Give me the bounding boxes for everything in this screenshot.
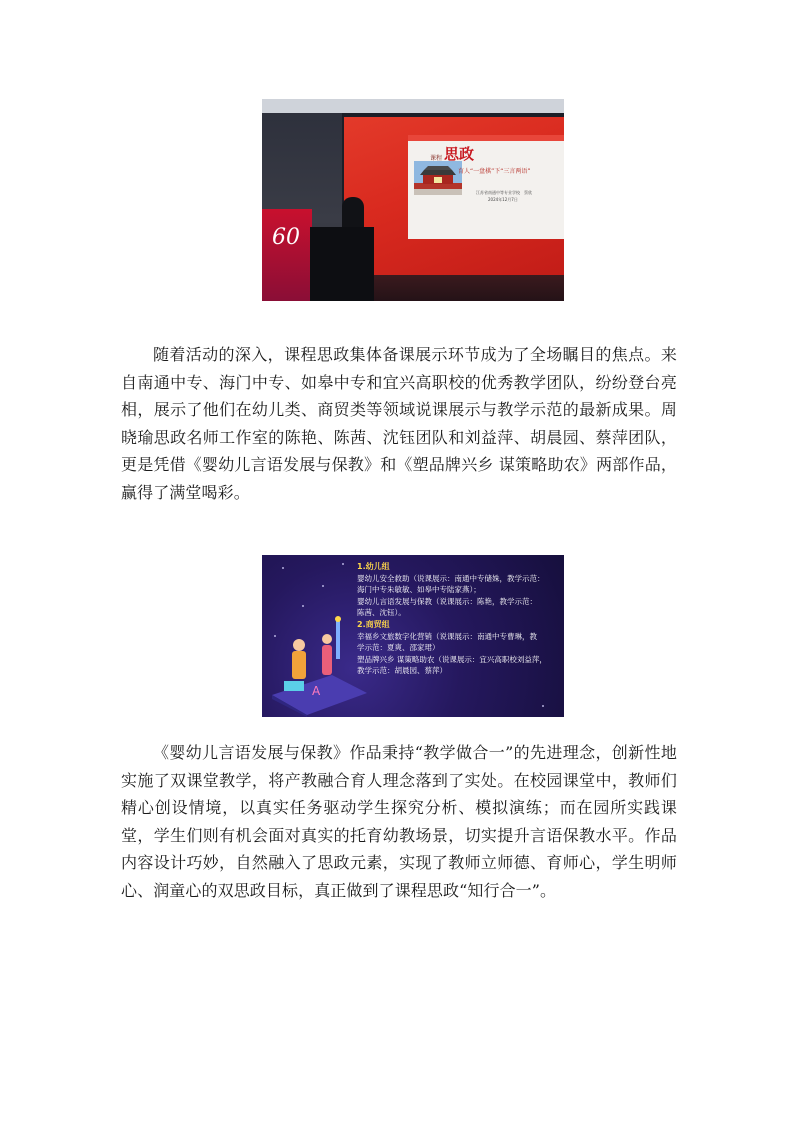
anniversary-number: 60	[272, 225, 300, 250]
anniversary-banner	[262, 209, 312, 301]
slide-top-bar	[408, 135, 564, 141]
paragraph-1: 随着活动的深入，课程思政集体备课展示环节成为了全场瞩目的焦点。来自南通中专、海门中专、如皋中专和宜兴高职校的优秀教学团队，纷纷登台亮相，展示了他们在幼儿类、商贸类等领域说课展示与教学示范的最新成果。周晓瑜思政名师工作室的陈艳、陈茜、沈钰团队和刘益萍、胡晨园、蔡萍团队，更是凭借《婴幼儿言语发展与保教》和《塑品牌兴乡 谋策略助农》两部作品，赢得了满堂喝彩。	[121, 345, 677, 502]
svg-text:A: A	[312, 684, 321, 698]
tiananmen-picture	[414, 161, 462, 195]
slide-title: 思政	[444, 145, 475, 163]
ceiling	[262, 99, 564, 113]
star	[322, 585, 324, 587]
event-photo	[262, 99, 564, 301]
slide-course-label: 课程	[430, 155, 443, 162]
group-list	[357, 561, 562, 677]
star	[282, 567, 284, 569]
speaker	[342, 197, 364, 231]
group-list-slide	[262, 555, 564, 717]
star	[342, 563, 344, 565]
group1-line: 婴幼儿言语发展与保教（说课展示：陈艳，教学示范：	[357, 596, 537, 606]
group2-line: 塑品牌兴乡 谋策略助农（说课展示：宜兴高职校刘益萍，	[357, 654, 547, 664]
star	[542, 705, 544, 707]
slide-date: 2024年12月7日	[488, 197, 518, 202]
group1-title: 1.幼儿组	[357, 562, 390, 571]
slide-school: 江苏省南通中等专业学校 蔡欣	[476, 190, 532, 195]
slide-subtitle: 育人“一盘棋”下“三言两语”	[458, 168, 531, 175]
group1-line: 陈茜、沈钰）。	[357, 608, 406, 618]
paragraph-2: 《婴幼儿言语发展与保教》作品秉持“教学做合一”的先进理念，创新性地实施了双课堂教学，将产教融合育人理念落到了实处。在校园课堂中，教师们精心创设情境，以真实任务驱动学生探究分析、模拟演练；而在园所实践课堂，学生们则有机会面对真实的托育幼教场景，切实提升言语保教水平。作品内容设计巧妙，自然融入了思政元素，实现了教师立师德、育师心，学生明师心、润童心的双思政目标，真正做到了课程思政“知行合一”。	[121, 743, 677, 900]
group2-title: 2.商贸组	[357, 619, 390, 629]
group2-line: 学示范：夏爽、邵家珺）	[357, 643, 440, 653]
group2-line: 教学示范：胡晨园、蔡萍）	[357, 666, 447, 676]
group2-line: 幸福乡文旅数字化营销（说课展示：南通中专曹琳，教	[357, 631, 537, 641]
stage-floor	[344, 275, 564, 301]
star	[302, 605, 304, 607]
group1-line: 婴幼儿安全救助（说课展示：南通中专储姝，教学示范：	[357, 573, 545, 583]
podium	[310, 227, 374, 301]
students-illustration	[262, 615, 372, 717]
group1-line: 海门中专朱敏敏、如皋中专陆家燕）；	[357, 585, 481, 595]
